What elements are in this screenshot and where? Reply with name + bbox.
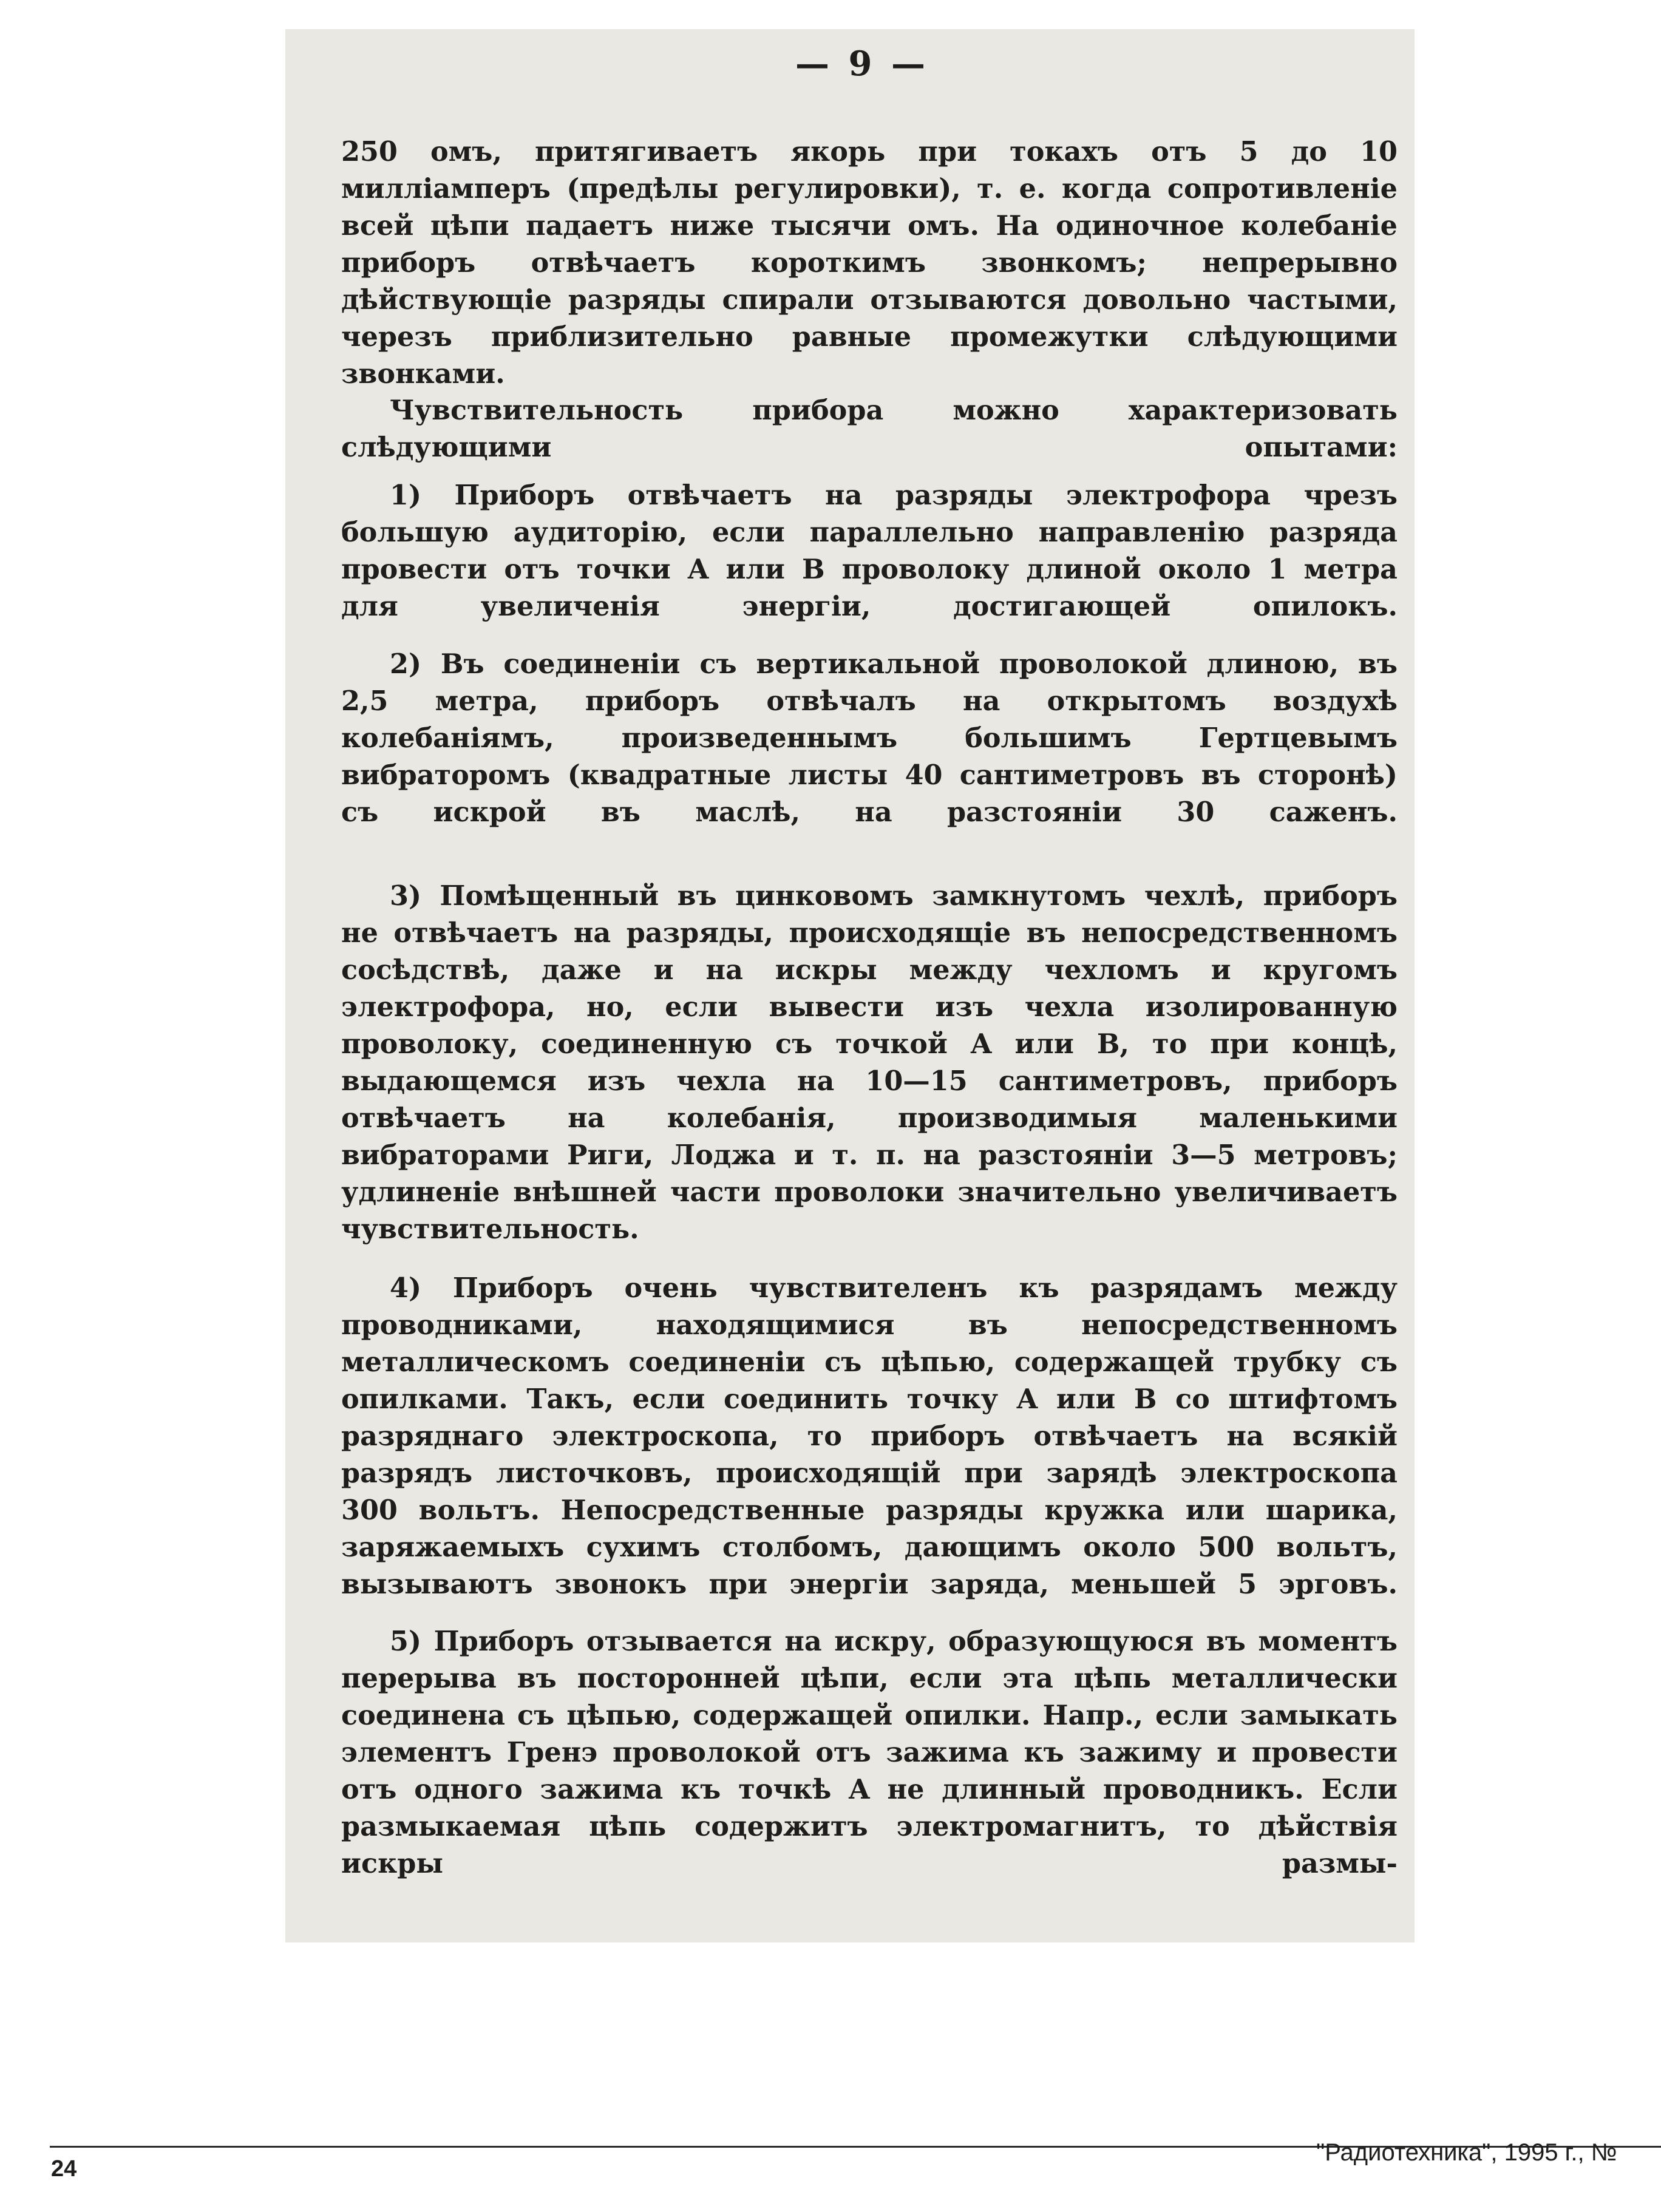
paragraph-item-1: 1) Приборъ отвѣчаетъ на разряды электрофора чрезъ большую аудиторiю, если параллельно направленiю разряда провести отъ точки A или B проволоку длиной около 1 метра для увеличенiя энергiи, достигающей опилокъ. <box>341 480 1398 622</box>
paragraph-2: Чувствительность прибора можно характеризовать слѣдующими опытами: <box>341 395 1398 463</box>
paragraph-item-4: 4) Приборъ очень чувствителенъ къ разрядамъ между проводниками, находящимися въ непосредственномъ металлическомъ соединенiи съ цѣпью, содержащей трубку съ опилками. Такъ, если соединить точку A или B со штифтомъ разряднаго электроскопа, то приборъ отвѣчаетъ на всякiй разрядъ листочковъ, происходящiй при зарядѣ электроскопа 300 вольтъ. Непосредственные разряды кружка или шарика, заряжаемыхъ сухимъ столбомъ, дающимъ около 500 вольтъ, вызываютъ звонокъ при энергiи заряда, меньшей 5 эрговъ. <box>341 1272 1398 1600</box>
footer-journal-title: "Радиотехника", 1995 г., № <box>1316 2139 1617 2166</box>
paragraph-1: 250 омъ, притягиваетъ якорь при токахъ отъ 5 до 10 миллiамперъ (предѣлы регулировки), т. е. когда сопротивленiе всей цѣпи падаетъ ниже тысячи омъ. На одиночное колебанiе приборъ отвѣчаетъ короткимъ звонкомъ; непрерывно дѣйствующiе разряды спирали отзываются довольно частыми, черезъ приблизительно равные промежутки слѣдующими звонками. <box>341 136 1398 390</box>
paragraph-item-2: 2) Въ соединенiи съ вертикальной проволокой длиною, въ 2,5 метра, приборъ отвѣчалъ на открытомъ воздухѣ колебанiямъ, произведеннымъ большимъ Гертцевымъ вибраторомъ (квадратные листы 40 сантиметровъ въ сторонѣ) съ искрой въ маслѣ, на разстоянiи 30 саженъ. <box>341 648 1398 828</box>
page-number: — 9 — <box>795 44 929 84</box>
footer-page-number: 24 <box>51 2156 77 2182</box>
paragraph-item-5: 5) Приборъ отзывается на искру, образующуюся въ моментъ перерыва въ посторонней цѣпи, если эта цѣпь металлически соединена съ цѣпью, содержащей опилки. Напр., если замыкать элементъ Гренэ проволокой отъ зажима къ зажиму и провести отъ одного зажима къ точкѣ A не длинный проводникъ. Если размыкаемая цѣпь содержитъ электромагнитъ, то дѣйствiя искры размы- <box>341 1626 1398 1879</box>
paragraph-item-3: 3) Помѣщенный въ цинковомъ замкнутомъ чехлѣ, приборъ не отвѣчаетъ на разряды, происходящiе въ непосредственномъ сосѣдствѣ, даже и на искры между чехломъ и кругомъ электрофора, но, если вывести изъ чехла изолированную проволоку, соединенную съ точкой A или B, то при концѣ, выдающемся изъ чехла на 10—15 сантиметровъ, приборъ отвѣчаетъ на колебанiя, производимыя маленькими вибраторами Риги, Лоджа и т. п. на разстоянiи 3—5 метровъ; удлиненiе внѣшней части проволоки значительно увеличиваетъ чувствительность. <box>341 880 1398 1245</box>
